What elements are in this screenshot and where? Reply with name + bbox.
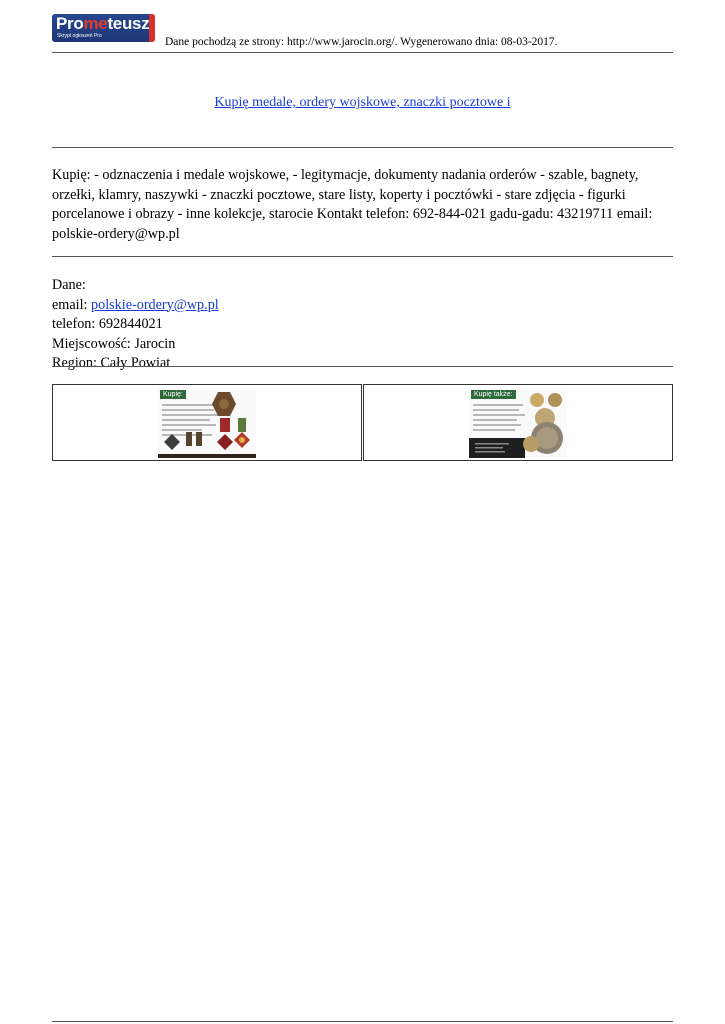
gallery-cell-2[interactable]: [363, 384, 673, 461]
email-link[interactable]: polskie-ordery@wp.pl: [91, 296, 219, 313]
details-divider: [52, 366, 673, 367]
coins-illustration: [469, 388, 567, 458]
title-divider: [52, 147, 673, 148]
logo-accent: [149, 14, 155, 42]
details-heading: Dane:: [52, 277, 86, 293]
ad-image-1-tag: Kupię:: [160, 390, 186, 399]
prometeusz-logo: [52, 14, 155, 42]
logo-tagline: Skrypt ogłoszeń Pro: [57, 33, 102, 39]
ad-image-1[interactable]: [158, 388, 256, 458]
header-divider: [52, 52, 673, 53]
image-gallery: [52, 384, 673, 461]
region-row: Region: Cały Powiat: [52, 355, 171, 371]
ad-image-2-tag: Kupię także:: [471, 390, 516, 399]
logo-wordmark: Prometeusz: [56, 14, 150, 33]
source-info: Dane pochodzą ze strony: http://www.jarocin.org/. Wygenerowano dnia: 08-03-2017.: [165, 36, 558, 48]
listing-title-link[interactable]: Kupię medale, ordery wojskowe, znaczki pocztowe i: [214, 95, 511, 110]
email-label: email:: [52, 296, 92, 313]
contact-details: [52, 276, 673, 374]
description-divider: [52, 256, 673, 257]
listing-description: Kupię: - odznaczenia i medale wojskowe, - legitymacje, dokumenty nadania orderów - szable, bagnety, orzełki, klamry, naszywki - znaczki pocztowe, stare listy, koperty i pocztówki - stare zdjęcia - figurki porcelanowe i obrazy - inne kolekcje, starocie Kontakt telefon: 692-844-021 gadu-gadu: 43219711 email: polskie-ordery@wp.pl: [52, 167, 653, 242]
city-row: Miejscowość: Jarocin: [52, 335, 176, 352]
medals-illustration: [158, 388, 256, 458]
email-row: [52, 296, 673, 316]
footer-divider: [52, 1021, 673, 1022]
ad-image-2[interactable]: [469, 388, 567, 458]
gallery-cell-1[interactable]: [52, 384, 362, 461]
phone-row: telefon: 692844021: [52, 316, 163, 332]
